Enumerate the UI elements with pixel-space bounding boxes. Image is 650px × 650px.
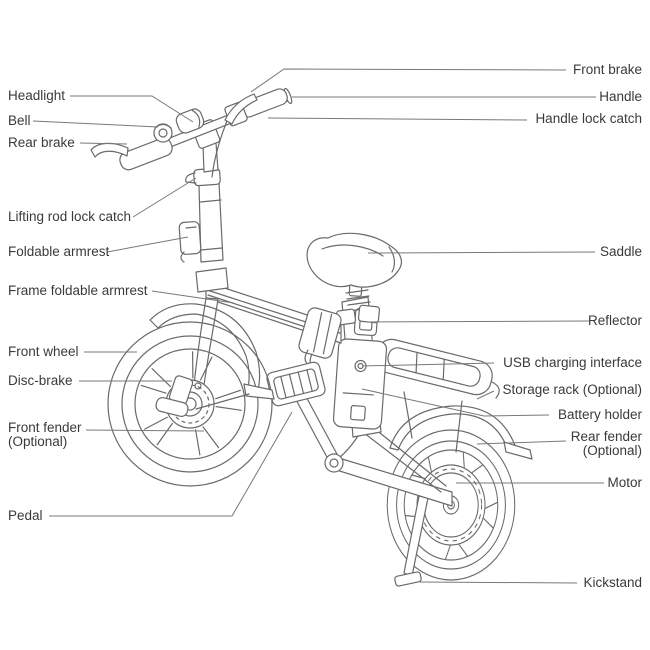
leader-reflector [366, 321, 589, 322]
front-wheel [108, 322, 272, 486]
foldable-armrest [179, 221, 201, 262]
stem-assembly [179, 119, 228, 292]
leader-headlight [70, 96, 193, 122]
label-rear-fender [571, 430, 642, 458]
label-headlight: Headlight [8, 88, 66, 103]
leader-front-brake [251, 69, 566, 92]
label-front-brake: Front brake [572, 62, 642, 77]
storage-rack [373, 336, 500, 452]
label-saddle: Saddle [599, 244, 642, 259]
leader-front-fender [86, 430, 204, 431]
label-front-fender-line1: Front fender [8, 420, 82, 435]
label-front-fender-line2: (Optional) [8, 434, 68, 449]
label-reflector: Reflector [587, 313, 642, 328]
saddle [307, 233, 401, 287]
label-rear-fender-line2: (Optional) [582, 443, 642, 458]
leader-kickstand [420, 582, 577, 583]
handlebar [91, 87, 293, 177]
label-frame-foldable-armrest: Frame foldable armrest [8, 283, 148, 298]
label-foldable-armrest: Foldable armrest [8, 244, 110, 259]
leader-lifting-rod-lock-catch [133, 178, 196, 217]
label-pedal: Pedal [8, 508, 43, 523]
label-handle-lock-catch: Handle lock catch [535, 111, 642, 126]
label-motor: Motor [607, 475, 642, 490]
label-storage-rack: Storage rack (Optional) [502, 382, 642, 397]
label-battery-holder: Battery holder [557, 407, 642, 422]
label-lifting-rod-lock-catch: Lifting rod lock catch [8, 209, 132, 224]
battery-holder [333, 338, 387, 429]
leader-rear-brake [80, 143, 127, 144]
label-rear-fender-line1: Rear fender [570, 429, 642, 444]
leader-rear-fender [477, 441, 566, 444]
leader-bell [33, 121, 158, 127]
leader-pedal [49, 412, 292, 516]
label-handle: Handle [599, 89, 642, 104]
chain-stay [330, 425, 452, 506]
label-bell: Bell [8, 113, 31, 128]
label-usb-charging-interface: USB charging interface [503, 355, 642, 370]
label-rear-brake: Rear brake [8, 135, 75, 150]
label-front-wheel: Front wheel [8, 344, 79, 359]
label-disc-brake: Disc-brake [8, 373, 73, 388]
leader-foldable-armrest [107, 237, 188, 252]
label-kickstand: Kickstand [583, 575, 642, 590]
label-front-fender [8, 421, 82, 449]
leader-saddle [368, 252, 595, 253]
leader-handle-lock-catch [268, 118, 527, 120]
pedal [266, 361, 327, 407]
